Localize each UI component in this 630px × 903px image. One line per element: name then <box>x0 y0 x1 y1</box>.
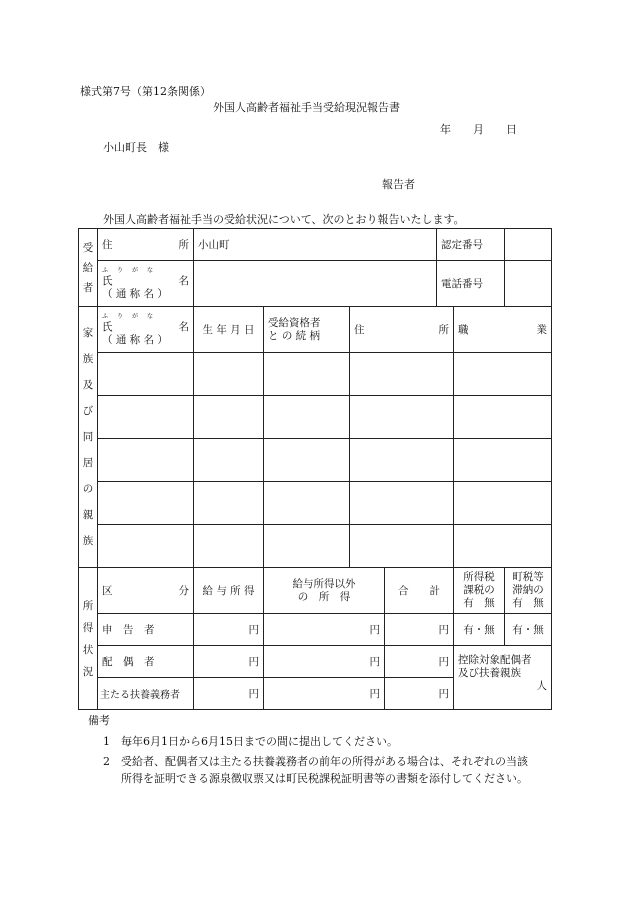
family-name-header: ふりがな 氏 名 （ 通 称 名 ） <box>98 307 194 353</box>
family-row <box>79 439 552 482</box>
document-title: 外国人高齢者福祉手当受給現況報告書 <box>213 101 400 114</box>
income-tax-header: 所得税 課税の 有 無 <box>454 568 505 614</box>
salary-header: 給 与 所 得 <box>194 568 264 614</box>
note-1: 1 毎年6月1日から6月15日までの間に提出してください。 <box>103 735 398 748</box>
recipient-section-label: 受 給 者 <box>79 229 98 307</box>
address-value[interactable]: 小山町 <box>194 229 437 261</box>
family-row <box>79 396 552 439</box>
row-label: 申 告 者 <box>98 614 194 646</box>
notes-heading: 備考 <box>88 714 110 727</box>
dependents-cell[interactable]: 控除対象配偶者 及び扶養親族 人 <box>454 646 552 710</box>
total-header: 合 計 <box>385 568 454 614</box>
row-label: 配 偶 者 <box>98 646 194 678</box>
name-field[interactable] <box>194 261 437 307</box>
kubun-header: 区 分 <box>98 568 194 614</box>
phone-field[interactable] <box>505 261 552 307</box>
name-label-cell: ふりがな 氏 名 （ 通 称 名 ） <box>98 261 194 307</box>
cert-number-field[interactable] <box>505 229 552 261</box>
family-row <box>79 525 552 568</box>
form-number: 様式第7号（第12条関係） <box>80 85 211 98</box>
income-section-label: 所 得 状 況 <box>79 568 98 710</box>
family-address-header: 住 所 <box>350 307 454 353</box>
family-row <box>79 482 552 525</box>
family-relation-header: 受給資格者 と の 続 柄 <box>264 307 350 353</box>
report-form-table <box>78 228 552 710</box>
family-row <box>79 353 552 396</box>
addressee: 小山町長 様 <box>103 141 169 154</box>
income-row: 配 偶 者 円 円 円 控除対象配偶者 及び扶養親族 人 <box>79 646 552 678</box>
town-tax-choice[interactable]: 有・無 <box>505 614 552 646</box>
date-line: 年 月 日 <box>440 123 517 136</box>
cert-number-label: 認定番号 <box>437 229 505 261</box>
address-label-cell: 住 所 <box>98 229 194 261</box>
family-section-label: 家 族 及 び 同 居 の 親 族 <box>79 307 98 568</box>
town-tax-header: 町税等 滞納の 有 無 <box>505 568 552 614</box>
note-2-line-2: 所得を証明できる源泉徴収票又は町民税課税証明書等の書類を添付してください。 <box>121 772 528 785</box>
phone-label: 電話番号 <box>437 261 505 307</box>
family-birth-header: 生 年 月 日 <box>194 307 264 353</box>
income-tax-choice[interactable]: 有・無 <box>454 614 505 646</box>
income-row: 申 告 者 円 円 円 有・無 有・無 <box>79 614 552 646</box>
family-job-header: 職 業 <box>454 307 552 353</box>
reporter-label: 報告者 <box>382 178 415 191</box>
note-2-line-1: 2 受給者、配偶者又は主たる扶養義務者の前年の所得がある場合は、それぞれの当該 <box>103 755 528 768</box>
income-row: 主たる扶養義務者 円 円 円 <box>79 678 552 710</box>
row-label: 主たる扶養義務者 <box>98 678 194 710</box>
intro-text: 外国人高齢者福祉手当の受給状況について、次のとおり報告いたします。 <box>103 213 465 226</box>
other-income-header: 給与所得以外 の 所 得 <box>264 568 385 614</box>
